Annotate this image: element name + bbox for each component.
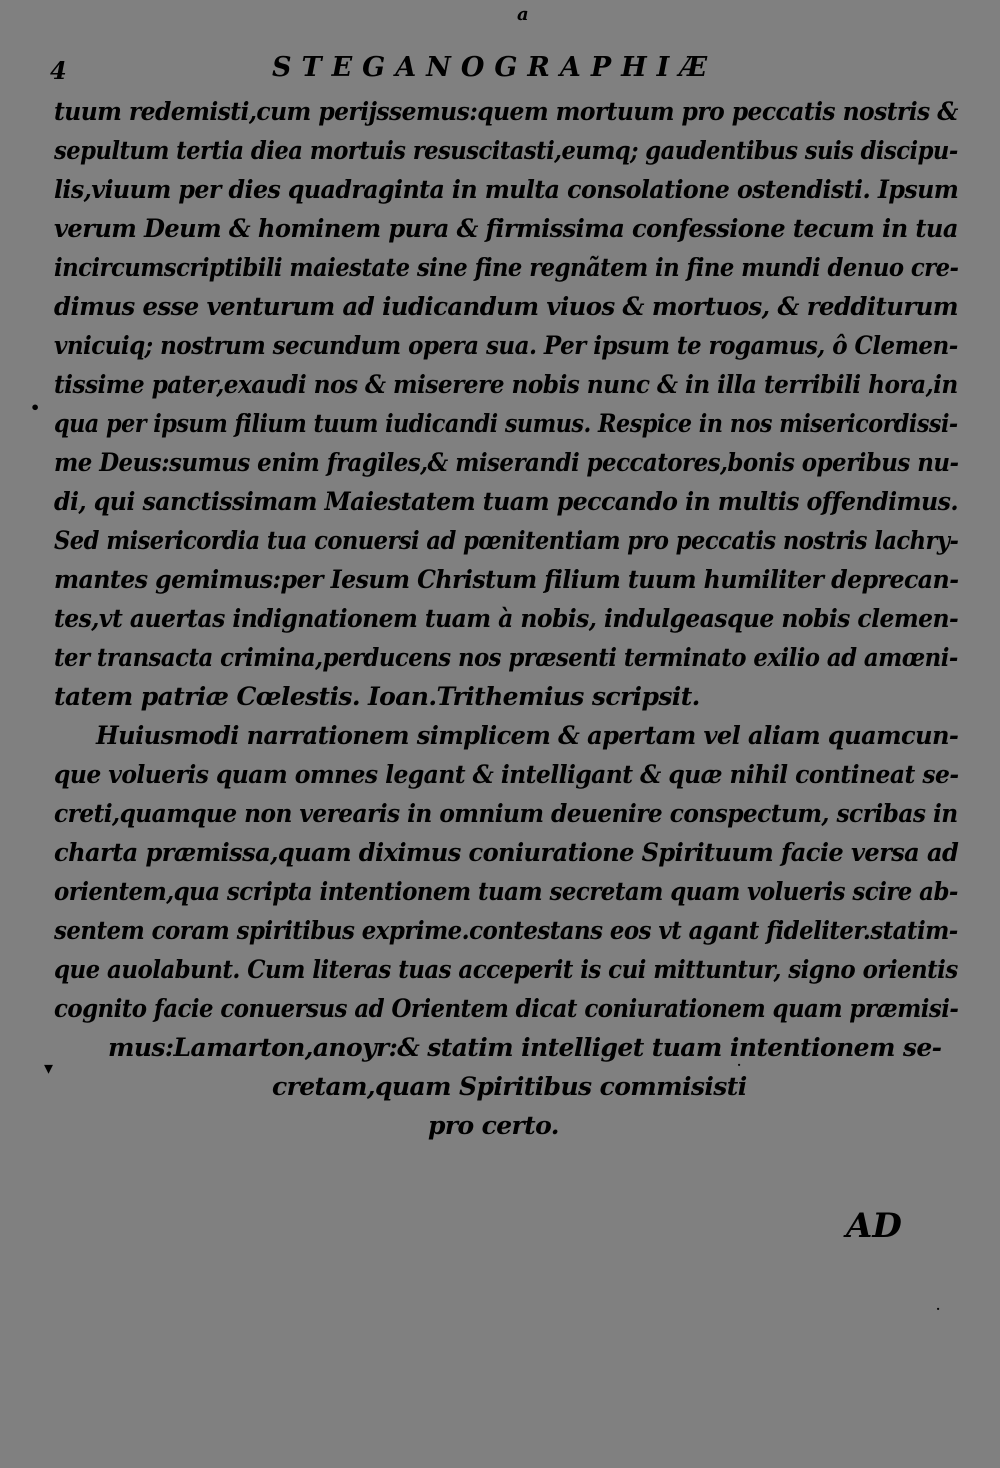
body-line: tissime pater,exaudi nos & miserere nobis nunc & in illa terribili hora,in [54, 370, 958, 399]
body-line: me Deus:sumus enim fragiles,& miserandi peccatores,bonis operibus nu- [54, 448, 959, 477]
running-head: STEGANOGRAPHIÆ [272, 52, 718, 83]
body-line: vnicuiq; nostrum secundum opera sua. Per ipsum te rogamus, ô Clemen- [54, 331, 958, 360]
body-line: incircumscriptibili maiestate sine fine regnãtem in fine mundi denuo cre- [54, 253, 959, 282]
body-line: mantes gemimus:per Iesum Christum filium tuum humiliter deprecan- [54, 565, 959, 594]
signature-mark: a [517, 4, 529, 25]
body-line: tatem patriæ Cœlestis. Ioan.Trithemius scripsit. [54, 682, 700, 711]
body-line: cognito facie conuersus ad Orientem dicat coniurationem quam præmisi- [54, 994, 959, 1023]
body-line: mus:Lamarton,anoyr:& statim intelliget tuam intentionem se- [108, 1033, 942, 1062]
paragraph-start-line: Huiusmodi narrationem simplicem & apertam vel aliam quamcun- [96, 721, 959, 750]
body-line: creti,quamque non verearis in omnium deuenire conspectum, scribas in [54, 799, 958, 828]
ink-speck: · [936, 1302, 941, 1316]
margin-dot: • [30, 398, 41, 417]
body-line: que auolabunt. Cum literas tuas acceperit is cui mittuntur, signo orientis [54, 955, 958, 984]
body-line: di, qui sanctissimam Maiestatem tuam peccando in multis offendimus. [54, 487, 959, 516]
margin-dot: ▾ [44, 1058, 54, 1079]
body-line: lis,viuum per dies quadraginta in multa consolatione ostendisti. Ipsum [54, 175, 959, 204]
catchword: AD [846, 1206, 902, 1246]
page-number: 4 [50, 56, 67, 85]
body-line: charta præmissa,quam diximus coniuratione Spirituum facie versa ad [54, 838, 959, 867]
body-line: que volueris quam omnes legant & intelligant & quæ nihil contineat se- [54, 760, 959, 789]
body-line: Sed misericordia tua conuersi ad pœnitentiam pro peccatis nostris lachry- [54, 526, 959, 555]
body-line: verum Deum & hominem pura & firmissima confessione tecum in tua [54, 214, 958, 243]
body-line: tuum redemisti,cum perijssemus:quem mortuum pro peccatis nostris & [54, 97, 958, 126]
body-line: sentem coram spiritibus exprime.contestans eos vt agant fideliter.statim- [54, 916, 958, 945]
body-line: tes,vt auertas indignationem tuam à nobis, indulgeasque nobis clemen- [54, 604, 959, 633]
body-line: dimus esse venturum ad iudicandum viuos & mortuos, & redditurum [54, 292, 958, 321]
body-line: cretam,quam Spiritibus commisisti [272, 1072, 747, 1101]
body-line: ter transacta crimina,perducens nos præsenti terminato exilio ad amœni- [54, 643, 958, 672]
body-line: qua per ipsum filium tuum iudicandi sumus. Respice in nos misericordissi- [54, 409, 958, 438]
closing-line: pro certo. [428, 1111, 559, 1140]
body-line: orientem,qua scripta intentionem tuam secretam quam volueris scire ab- [54, 877, 958, 906]
ink-speck: · [737, 1058, 742, 1072]
body-line: sepultum tertia diea mortuis resuscitasti,eumq; gaudentibus suis discipu- [54, 136, 958, 165]
